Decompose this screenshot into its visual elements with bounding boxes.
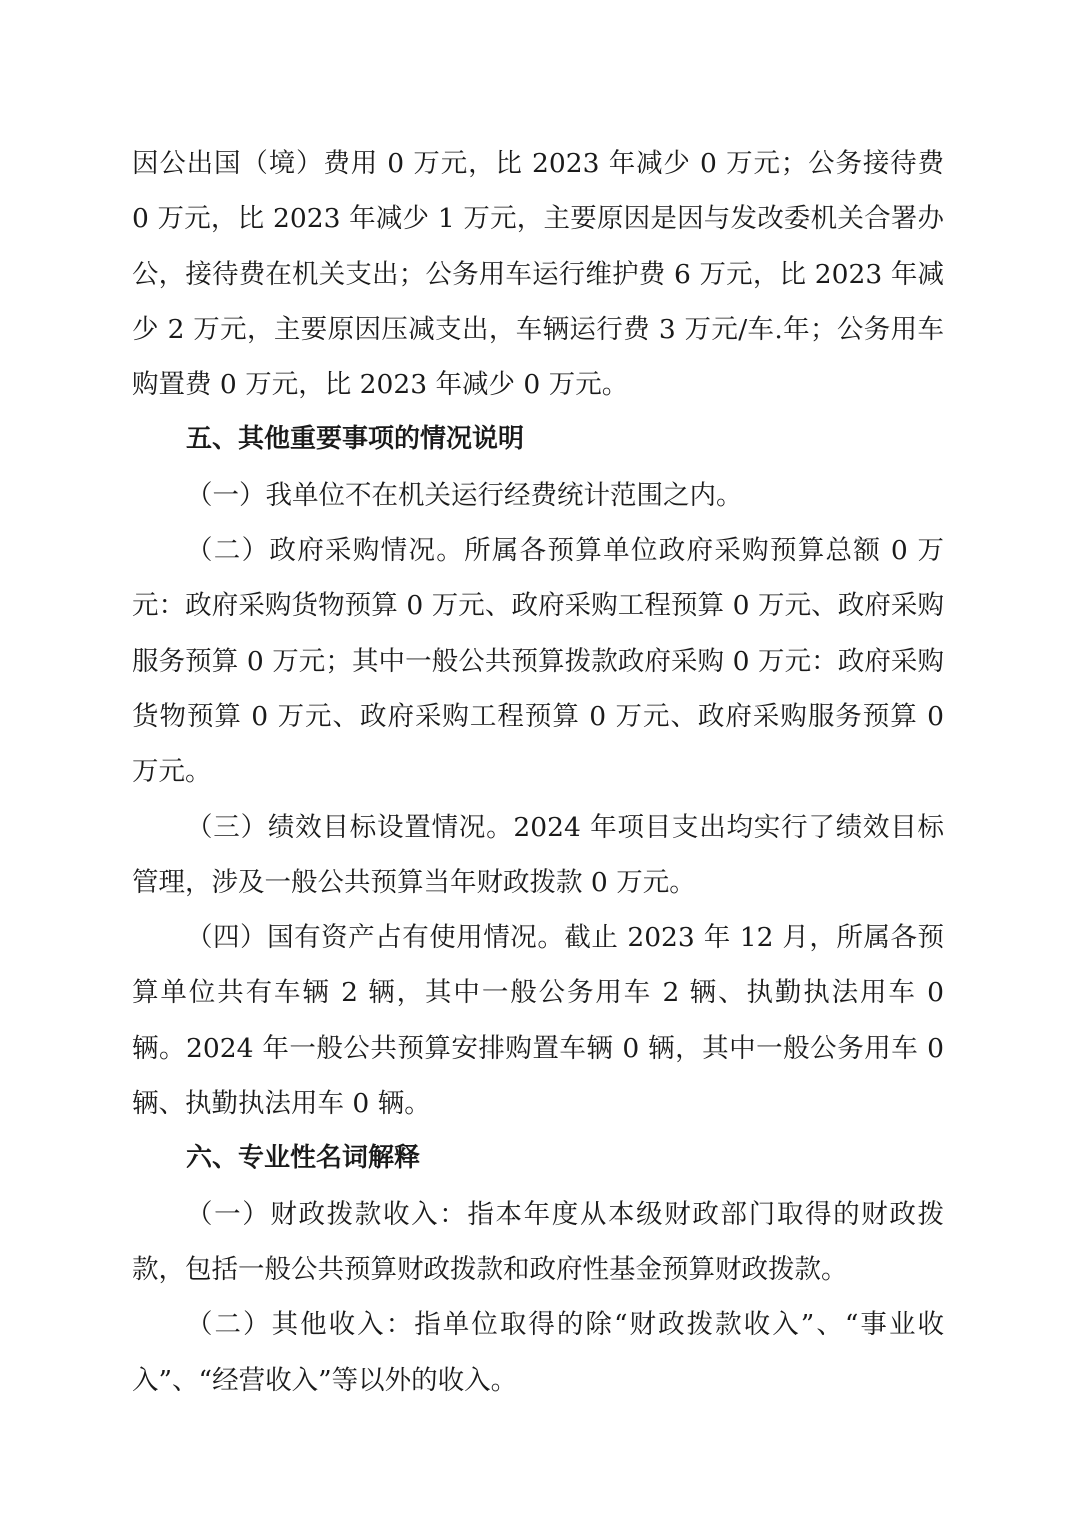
section-heading-other-matters: 五、其他重要事项的情况说明 [186,424,525,455]
section-heading-terminology: 六、专业性名词解释 [186,1143,421,1174]
paragraph-other-income: （二）其他收入：指单位取得的除“财政拨款收入”、“事业收入”、“经营收入”等以外的收入。 [132,1309,944,1396]
document-page [132,136,944,1408]
paragraph-government-procurement: （二）政府采购情况。所属各预算单位政府采购预算总额 0 万元：政府采购货物预算 0 万元、政府采购工程预算 0 万元、政府采购服务预算 0 万元；其中一般公共预算拨款政府采购 0 万元：政府采购货物预算 0 万元、政府采购工程预算 0 万元、政府采购服务预算 0 万元。 [132,535,944,788]
paragraph-operating-funds: （一）我单位不在机关运行经费统计范围之内。 [186,479,743,511]
paragraph-fiscal-appropriation-income: （一）财政拨款收入：指本年度从本级财政部门取得的财政拨款，包括一般公共预算财政拨款和政府性基金预算财政拨款。 [132,1198,944,1285]
paragraph-performance-targets: （三）绩效目标设置情况。2024 年项目支出均实行了绩效目标管理，涉及一般公共预算当年财政拨款 0 万元。 [132,811,944,898]
paragraph-state-assets: （四）国有资产占有使用情况。截止 2023 年 12 月，所属各预算单位共有车辆 2 辆，其中一般公务用车 2 辆、执勤执法用车 0 辆。2024 年一般公共预算安排购置车辆 0 辆，其中一般公务用车 0 辆、执勤执法用车 0 辆。 [132,922,944,1120]
paragraph-official-expenses: 因公出国（境）费用 0 万元，比 2023 年减少 0 万元；公务接待费 0 万元，比 2023 年减少 1 万元，主要原因是因与发改委机关合署办公，接待费在机关支出；公务用车运行维护费 6 万元，比 2023 年减少 2 万元，主要原因压减支出，车辆运行费 3 万元/车.年；公务用车购置费 0 万元，比 2023 年减少 0 万元。 [132,148,944,401]
